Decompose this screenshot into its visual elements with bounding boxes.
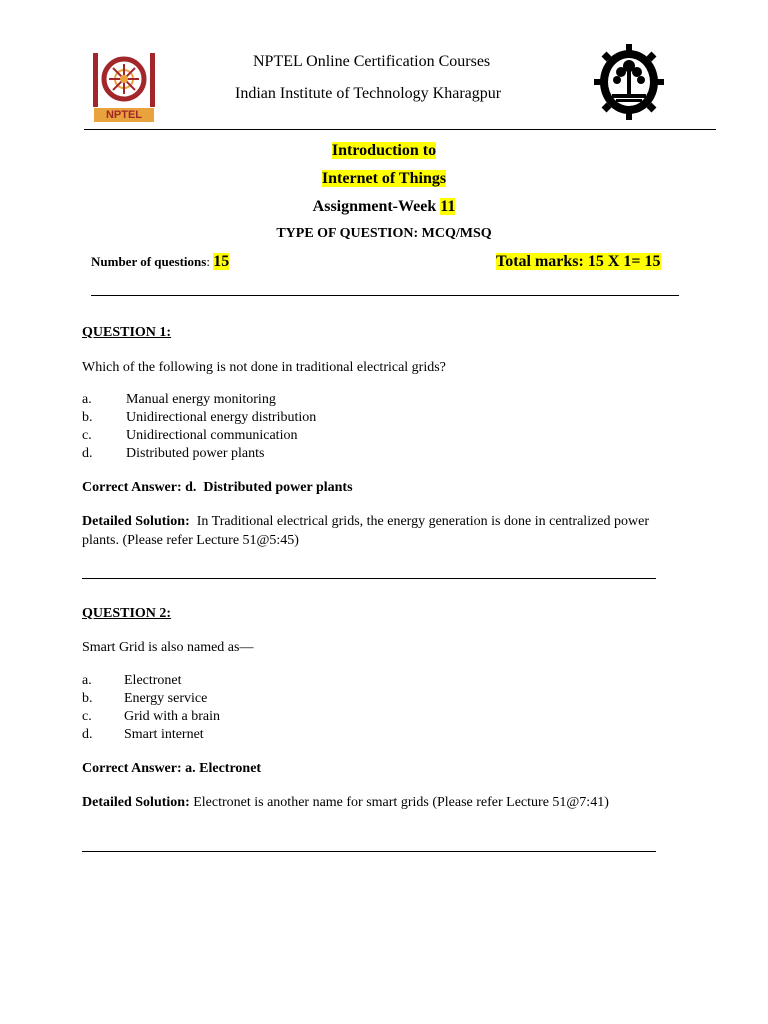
question-2-divider <box>82 851 656 852</box>
nptel-logo <box>90 52 158 122</box>
question-2-option-c: c. Grid with a brain <box>82 709 221 724</box>
question-1-solution: Detailed Solution: In Traditional electrical grids, the energy generation is done in centralized power plants. (Please refer Lecture 51@5:45) <box>82 514 653 548</box>
info-divider <box>91 295 679 296</box>
question-1-option-d: d. Distributed power plants <box>82 446 265 461</box>
header-divider <box>84 129 716 130</box>
header-line-2: Indian Institute of Technology Kharagpur <box>235 85 502 102</box>
question-2-solution: Detailed Solution: Electronet is another name for smart grids (Please refer Lecture 51@7:41) <box>82 795 609 810</box>
question-1-option-c: c. Unidirectional communication <box>82 428 298 443</box>
question-1-text: Which of the following is not done in traditional electrical grids? <box>82 360 446 375</box>
nptel-logo-text: NPTEL <box>105 109 143 121</box>
question-2-heading: QUESTION 2: <box>82 606 172 621</box>
week-number: 11 <box>440 198 456 215</box>
question-type: TYPE OF QUESTION: MCQ/MSQ <box>276 226 492 241</box>
course-title-line-2: Internet of Things <box>321 170 447 187</box>
iit-kharagpur-emblem <box>594 44 664 120</box>
header-line-1: NPTEL Online Certification Courses <box>253 53 491 70</box>
question-1-option-b: b. Unidirectional energy distribution <box>82 410 317 425</box>
question-1-answer: Correct Answer: d. Distributed power plants <box>82 480 353 495</box>
question-2-option-a: a. Electronet <box>82 673 182 688</box>
question-2-answer: Correct Answer: a. Electronet <box>82 761 262 776</box>
question-1-divider <box>82 578 656 579</box>
question-1-heading: QUESTION 1: <box>82 325 172 340</box>
question-1-option-a: a. Manual energy monitoring <box>82 392 276 407</box>
question-2-option-b: b. Energy service <box>82 691 208 706</box>
course-title-line-1: Introduction to <box>331 142 437 159</box>
question-2-option-d: d. Smart internet <box>82 727 204 742</box>
assignment-week: Assignment-Week 11 <box>312 198 456 215</box>
total-marks: Total marks: 15 X 1= 15 <box>496 253 661 270</box>
number-of-questions: Number of questions: 15 <box>91 253 230 270</box>
question-2-text: Smart Grid is also named as— <box>82 640 254 655</box>
